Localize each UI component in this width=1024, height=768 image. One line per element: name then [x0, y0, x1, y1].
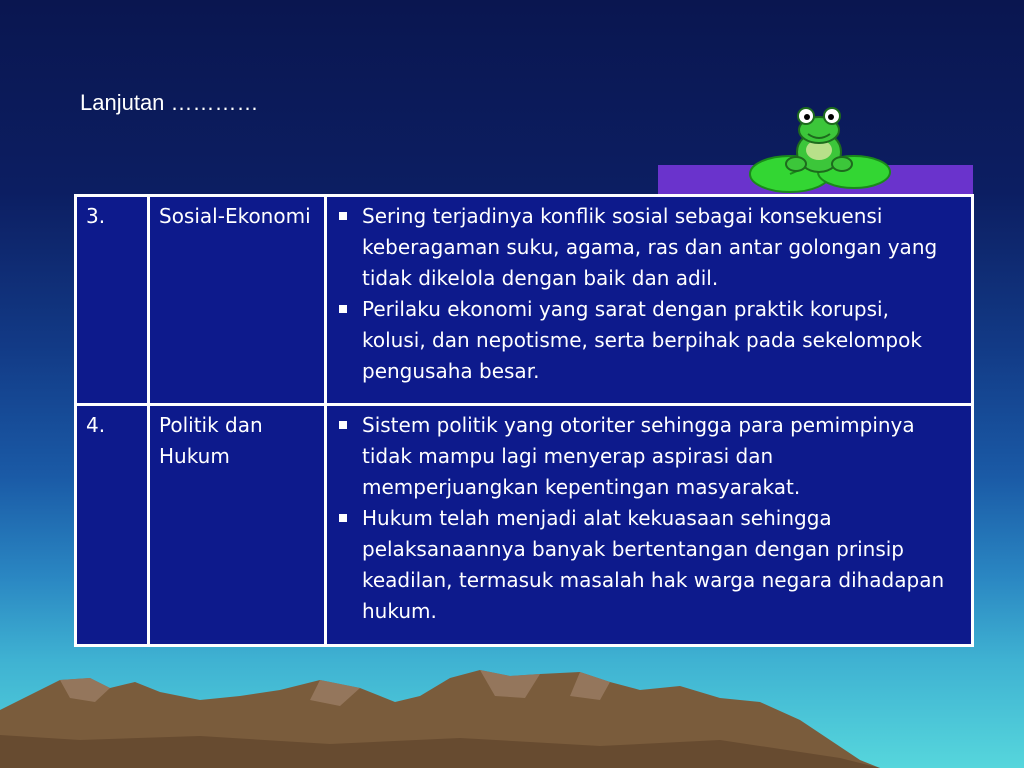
slide-title: Lanjutan ………… [80, 90, 259, 115]
row-number: 3. [76, 196, 149, 405]
content-table [74, 194, 974, 647]
bullet-point [337, 503, 951, 627]
bullet-text: Sering terjadinya konflik sosial sebagai konsekuensi keberagaman suku, agama, ras dan antar golongan yang tidak dikelola dengan baik dan adil. [362, 204, 938, 290]
row-description [326, 404, 973, 645]
mountain-range [0, 640, 1024, 768]
bullet-point [337, 294, 951, 387]
bullet-point [337, 201, 951, 294]
bullet-point [337, 410, 951, 503]
row-description [326, 196, 973, 405]
frog-on-lily-pad-icon [744, 104, 894, 196]
square-bullet-icon [339, 305, 347, 313]
bullet-text: Sistem politik yang otoriter sehingga para pemimpinya tidak mampu lagi menyerap aspirasi dan memperjuangkan kepentingan masyarakat. [362, 412, 915, 499]
square-bullet-icon [339, 421, 347, 429]
table-row [76, 196, 973, 405]
row-category: Sosial-Ekonomi [149, 196, 326, 405]
row-number: 4. [76, 404, 149, 645]
bullet-text: Hukum telah menjadi alat kekuasaan sehingga pelaksanaannya banyak bertentangan dengan prinsip keadilan, termasuk masalah hak warga negara dihadapan hukum. [362, 505, 945, 623]
row-category: Politik dan Hukum [149, 404, 326, 645]
square-bullet-icon [339, 212, 347, 220]
bullet-text: Perilaku ekonomi yang sarat dengan praktik korupsi, kolusi, dan nepotisme, serta berpihak pada sekelompok pengusaha besar. [362, 297, 922, 383]
square-bullet-icon [339, 514, 347, 522]
table-row [76, 404, 973, 645]
